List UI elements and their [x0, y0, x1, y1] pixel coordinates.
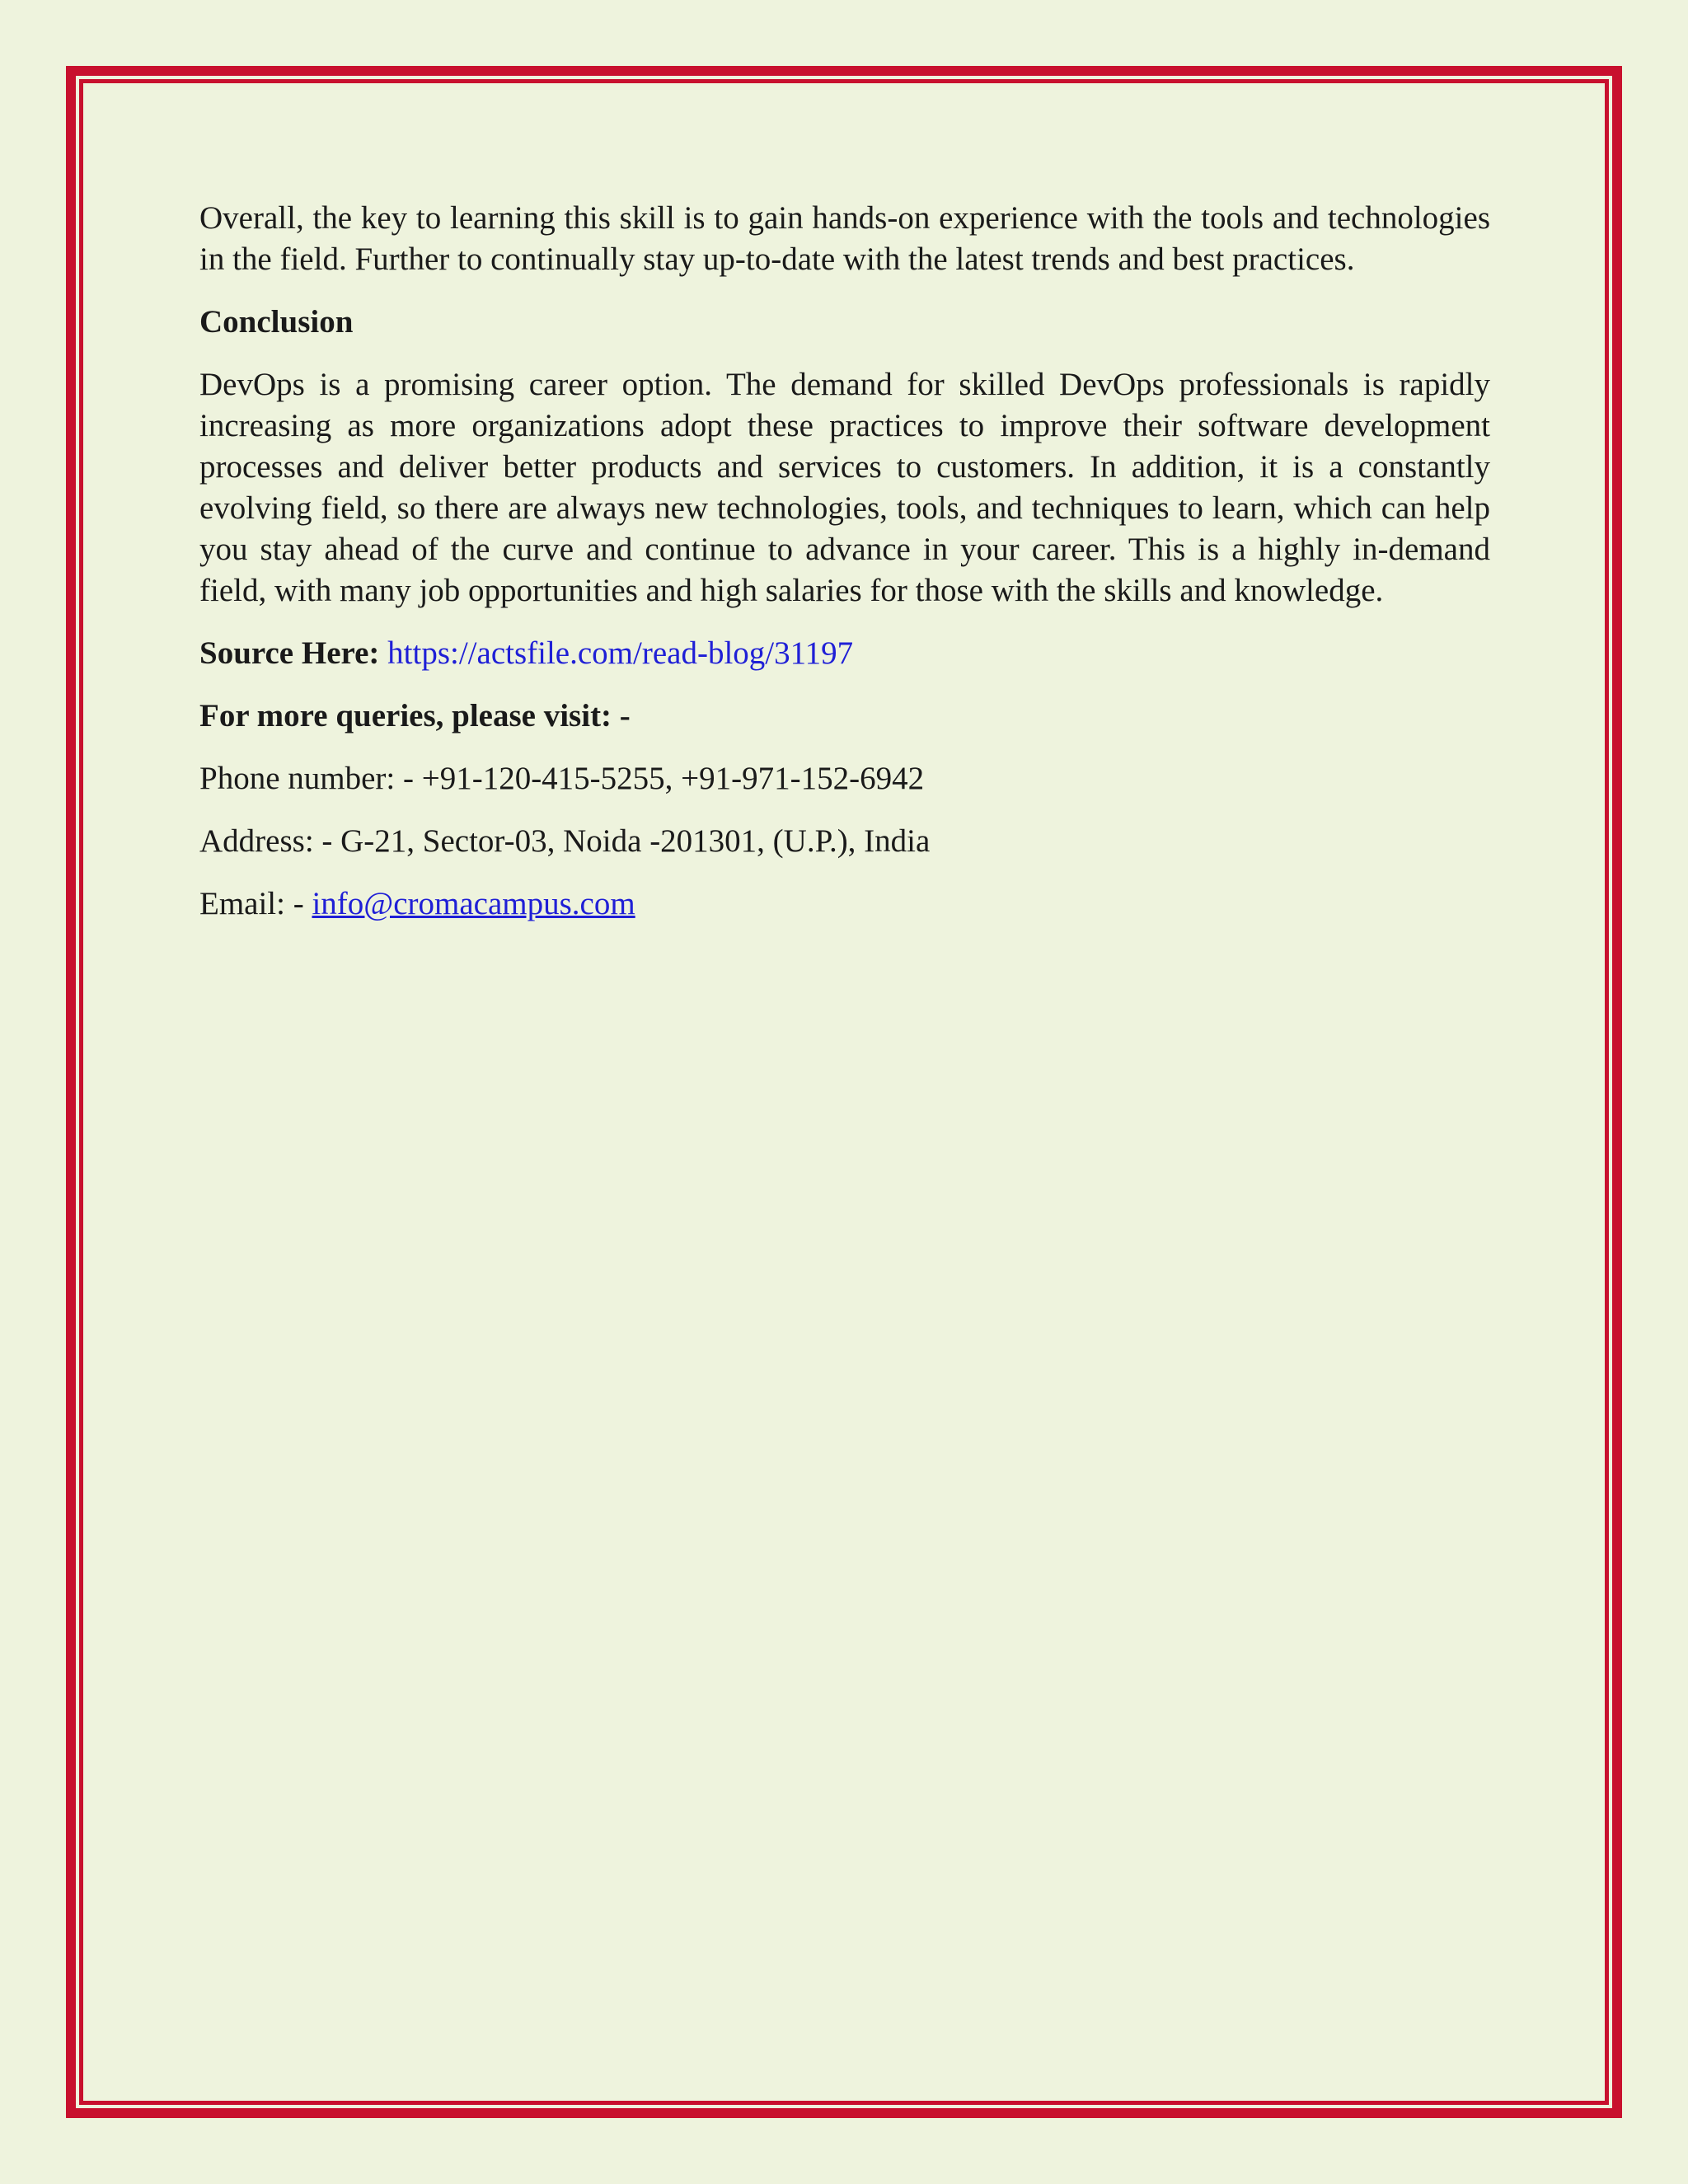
queries-heading: For more queries, please visit: - [199, 698, 631, 733]
conclusion-paragraph: DevOps is a promising career option. The demand for skilled DevOps professionals is rapidly increasing as more organizations adopt these practices to improve their software development processes and deliver better products and services to customers. In addition, it is a constantly evolving field, so there are always new technologies, tools, and techniques to learn, which can help you stay ahead of the curve and continue to advance in your career. This is a highly in-demand field, with many job opportunities and high salaries for those with the skills and knowledge. [199, 367, 1490, 608]
intro-paragraph: Overall, the key to learning this skill is to gain hands-on experience with the tools and technologies in the field. Further to continually stay up-to-date with the latest trends and best practices. [199, 200, 1490, 277]
phone-line: Phone number: - +91-120-415-5255, +91-971-152-6942 [199, 761, 925, 796]
address-line: Address: - G-21, Sector-03, Noida -201301, (U.P.), India [199, 823, 931, 859]
source-label: Source Here: [199, 635, 380, 671]
source-line [199, 633, 1490, 674]
email-line [199, 883, 1490, 925]
document-body [199, 198, 1490, 946]
source-link[interactable]: https://actsfile.com/read-blog/31197 [387, 635, 854, 671]
email-label: Email: - [199, 886, 304, 921]
email-link[interactable]: info@cromacampus.com [312, 886, 635, 921]
conclusion-heading: Conclusion [199, 304, 354, 340]
